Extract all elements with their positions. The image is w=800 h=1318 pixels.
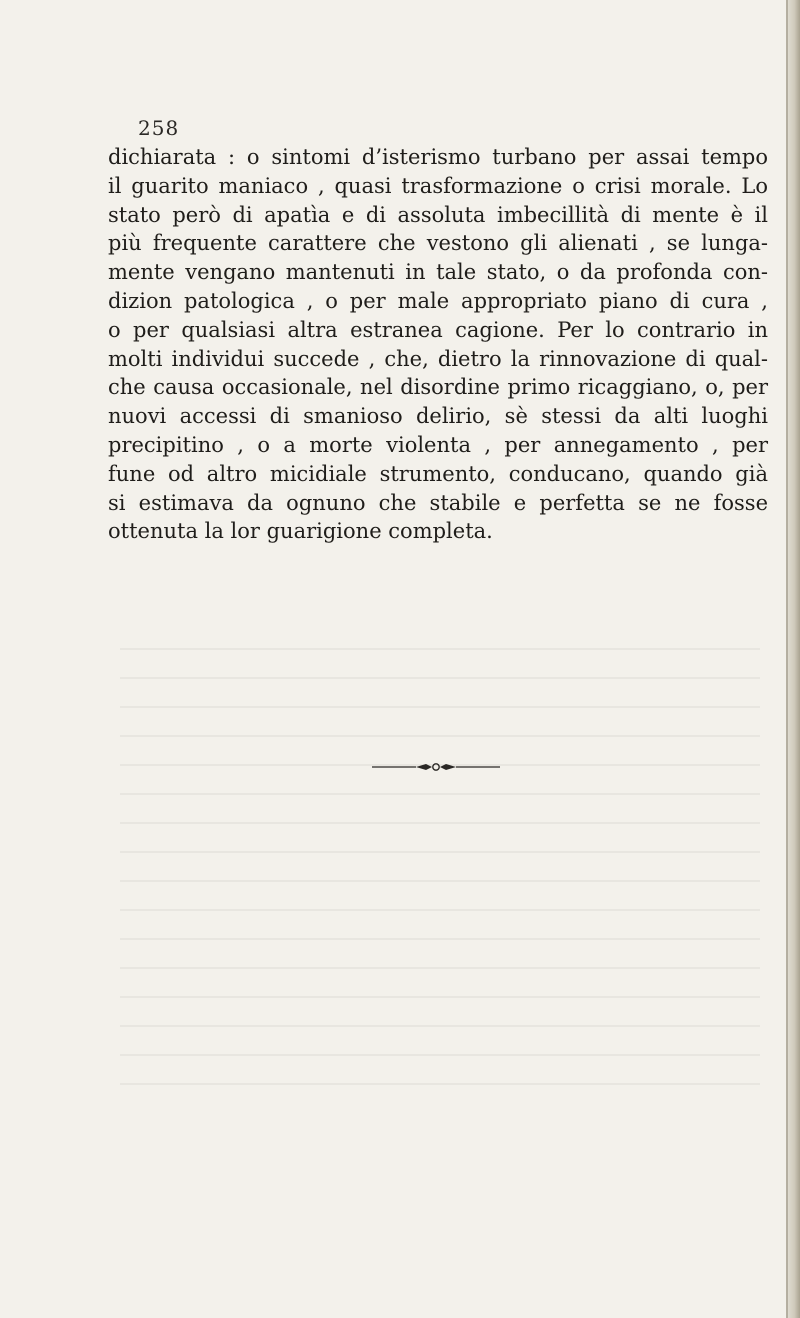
- page-number: 258: [138, 116, 180, 140]
- binding-edge-line: [786, 0, 788, 1318]
- text-line: nuovi accessi di smanioso delirio, sè stessi da alti luoghi: [108, 404, 768, 429]
- show-through-text: [120, 630, 760, 1090]
- text-line: mente vengano mantenuti in tale stato, o da profonda con-: [108, 260, 768, 285]
- text-line: si estimava da ognuno che stabile e perfetta se ne fosse: [108, 490, 768, 515]
- text-line: fune od altro micidiale strumento, conducano, quando già: [108, 461, 768, 486]
- binding-gutter: [786, 0, 800, 1318]
- text-line: dichiarata : o sintomi d’isterismo turbano per assai tempo: [108, 145, 768, 169]
- text-line: precipitino , o a morte violenta , per annegamento , per: [108, 432, 768, 457]
- text-line: ottenuta la lor guarigione completa.: [108, 519, 493, 544]
- text-line: molti individui succede , che, dietro la rinnovazione di qual-: [108, 346, 768, 371]
- text-line: più frequente carattere che vestono gli alienati , se lunga-: [108, 231, 768, 256]
- text-line: dizion patologica , o per male appropriato piano di cura ,: [108, 288, 768, 313]
- text-line: il guarito maniaco , quasi trasformazione o crisi morale. Lo: [108, 173, 768, 198]
- text-line: stato però di apatìa e di assoluta imbecillità di mente è il: [108, 202, 768, 227]
- section-end-ornament-icon: [372, 761, 500, 773]
- body-paragraph: [108, 143, 768, 546]
- text-line: o per qualsiasi altra estranea cagione. Per lo contrario in: [108, 317, 768, 342]
- text-line: che causa occasionale, nel disordine primo ricaggiano, o, per: [108, 375, 768, 400]
